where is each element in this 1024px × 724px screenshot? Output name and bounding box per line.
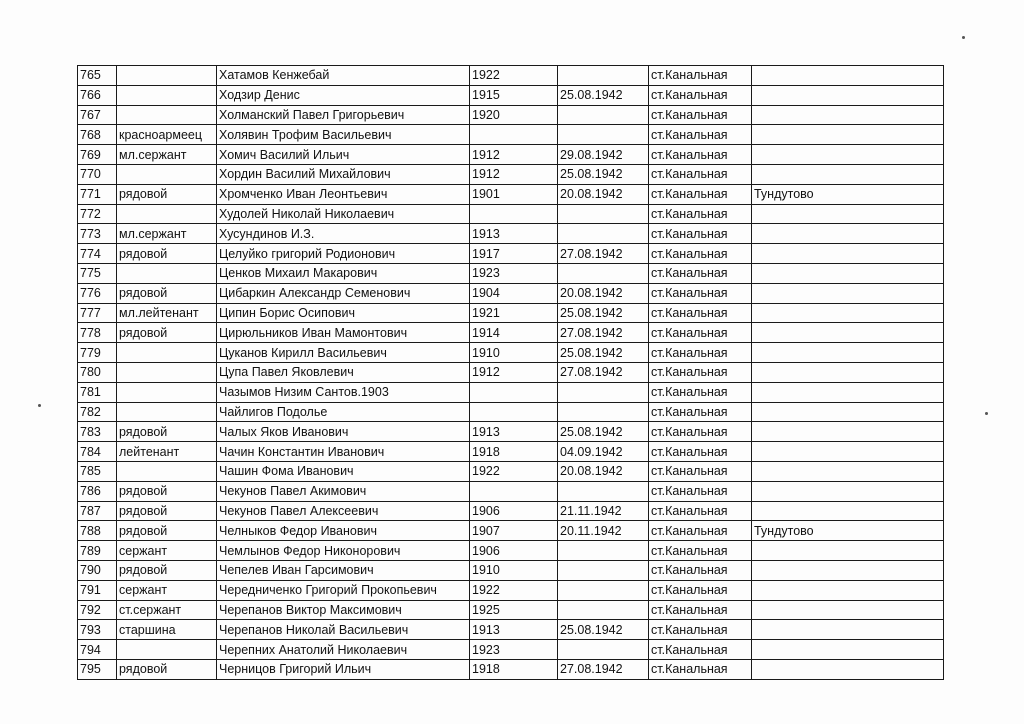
table-row [78,244,944,264]
record-number-cell: 767 [78,105,117,125]
rank-cell: рядовой [117,422,217,442]
scan-speck [985,412,988,415]
full-name-cell: Ципин Борис Осипович [217,303,470,323]
full-name-cell: Хомич Василий Ильич [217,145,470,165]
burial-place-cell: ст.Канальная [649,362,752,382]
death-date-cell: 29.08.1942 [558,145,649,165]
death-date-cell [558,600,649,620]
birth-year-cell: 1921 [470,303,558,323]
table-row [78,501,944,521]
table-row [78,303,944,323]
rank-cell: красноармеец [117,125,217,145]
record-number-cell: 786 [78,481,117,501]
table-row [78,521,944,541]
birth-year-cell: 1923 [470,263,558,283]
record-number-cell: 772 [78,204,117,224]
birth-year-cell: 1925 [470,600,558,620]
birth-year-cell: 1923 [470,640,558,660]
note-cell [752,461,944,481]
rank-cell [117,402,217,422]
full-name-cell: Черницов Григорий Ильич [217,659,470,679]
burial-place-cell: ст.Канальная [649,244,752,264]
rank-cell: сержант [117,580,217,600]
record-number-cell: 778 [78,323,117,343]
death-date-cell: 27.08.1942 [558,323,649,343]
death-date-cell [558,204,649,224]
burial-place-cell: ст.Канальная [649,263,752,283]
birth-year-cell: 1912 [470,145,558,165]
full-name-cell: Холявин Трофим Васильевич [217,125,470,145]
burial-place-cell: ст.Канальная [649,224,752,244]
table-row [78,283,944,303]
table-row [78,362,944,382]
record-number-cell: 771 [78,184,117,204]
note-cell [752,263,944,283]
full-name-cell: Цупа Павел Яковлевич [217,362,470,382]
table-row [78,145,944,165]
table-row [78,105,944,125]
burial-place-cell: ст.Канальная [649,204,752,224]
record-number-cell: 792 [78,600,117,620]
record-number-cell: 780 [78,362,117,382]
record-number-cell: 789 [78,541,117,561]
full-name-cell: Ходзир Денис [217,85,470,105]
birth-year-cell: 1906 [470,501,558,521]
birth-year-cell: 1913 [470,224,558,244]
note-cell [752,343,944,363]
burial-place-cell: ст.Канальная [649,442,752,462]
table-row [78,125,944,145]
rank-cell [117,85,217,105]
table-row [78,600,944,620]
record-number-cell: 794 [78,640,117,660]
rank-cell: старшина [117,620,217,640]
burial-place-cell: ст.Канальная [649,640,752,660]
note-cell [752,541,944,561]
burial-place-cell: ст.Канальная [649,343,752,363]
death-date-cell: 20.08.1942 [558,461,649,481]
rank-cell: мл.сержант [117,145,217,165]
record-number-cell: 774 [78,244,117,264]
record-number-cell: 783 [78,422,117,442]
record-number-cell: 769 [78,145,117,165]
table-row [78,263,944,283]
note-cell [752,66,944,86]
burial-place-cell: ст.Канальная [649,66,752,86]
note-cell [752,382,944,402]
record-number-cell: 773 [78,224,117,244]
burial-place-cell: ст.Канальная [649,164,752,184]
record-number-cell: 782 [78,402,117,422]
death-date-cell [558,224,649,244]
death-date-cell: 25.08.1942 [558,303,649,323]
death-date-cell [558,66,649,86]
table-row [78,640,944,660]
burial-place-cell: ст.Канальная [649,422,752,442]
record-number-cell: 770 [78,164,117,184]
rank-cell [117,164,217,184]
note-cell [752,283,944,303]
birth-year-cell: 1918 [470,659,558,679]
table-row [78,343,944,363]
note-cell [752,105,944,125]
burial-place-cell: ст.Канальная [649,501,752,521]
full-name-cell: Чекунов Павел Алексеевич [217,501,470,521]
birth-year-cell: 1912 [470,164,558,184]
record-number-cell: 781 [78,382,117,402]
record-number-cell: 784 [78,442,117,462]
full-name-cell: Чемлынов Федор Никонорович [217,541,470,561]
full-name-cell: Хромченко Иван Леонтьевич [217,184,470,204]
full-name-cell: Чепелев Иван Гарсимович [217,560,470,580]
death-date-cell [558,402,649,422]
table-row [78,481,944,501]
burial-place-cell: ст.Канальная [649,620,752,640]
full-name-cell: Цибаркин Александр Семенович [217,283,470,303]
death-date-cell: 21.11.1942 [558,501,649,521]
rank-cell [117,105,217,125]
table-row [78,461,944,481]
death-date-cell [558,263,649,283]
full-name-cell: Челныков Федор Иванович [217,521,470,541]
full-name-cell: Хусундинов И.З. [217,224,470,244]
full-name-cell: Чазымов Низим Сантов.1903 [217,382,470,402]
rank-cell: сержант [117,541,217,561]
death-date-cell [558,640,649,660]
record-number-cell: 765 [78,66,117,86]
note-cell [752,303,944,323]
record-number-cell: 793 [78,620,117,640]
birth-year-cell [470,125,558,145]
birth-year-cell: 1910 [470,343,558,363]
death-date-cell: 04.09.1942 [558,442,649,462]
death-date-cell: 27.08.1942 [558,659,649,679]
birth-year-cell: 1915 [470,85,558,105]
table-row [78,204,944,224]
note-cell [752,362,944,382]
note-cell [752,659,944,679]
birth-year-cell [470,382,558,402]
full-name-cell: Черепних Анатолий Николаевич [217,640,470,660]
death-date-cell: 27.08.1942 [558,362,649,382]
note-cell [752,501,944,521]
record-number-cell: 795 [78,659,117,679]
burial-place-cell: ст.Канальная [649,184,752,204]
note-cell [752,442,944,462]
table-row [78,164,944,184]
note-cell [752,422,944,442]
burial-place-cell: ст.Канальная [649,659,752,679]
full-name-cell: Цирюльников Иван Мамонтович [217,323,470,343]
birth-year-cell: 1913 [470,422,558,442]
rank-cell [117,66,217,86]
note-cell [752,481,944,501]
rank-cell: рядовой [117,560,217,580]
note-cell [752,402,944,422]
table-row [78,442,944,462]
record-number-cell: 791 [78,580,117,600]
death-date-cell: 25.08.1942 [558,422,649,442]
table-row [78,560,944,580]
note-cell [752,145,944,165]
rank-cell: ст.сержант [117,600,217,620]
burial-place-cell: ст.Канальная [649,541,752,561]
death-date-cell [558,105,649,125]
death-date-cell: 20.11.1942 [558,521,649,541]
death-date-cell: 20.08.1942 [558,184,649,204]
full-name-cell: Чайлигов Подолье [217,402,470,422]
rank-cell: рядовой [117,501,217,521]
birth-year-cell: 1922 [470,461,558,481]
death-date-cell: 25.08.1942 [558,343,649,363]
birth-year-cell: 1914 [470,323,558,343]
note-cell [752,323,944,343]
table-row [78,541,944,561]
table-row [78,620,944,640]
full-name-cell: Цуканов Кирилл Васильевич [217,343,470,363]
rank-cell: рядовой [117,521,217,541]
note-cell [752,620,944,640]
rank-cell [117,362,217,382]
table-row [78,382,944,402]
record-number-cell: 766 [78,85,117,105]
birth-year-cell [470,402,558,422]
rank-cell [117,263,217,283]
record-number-cell: 776 [78,283,117,303]
record-number-cell: 775 [78,263,117,283]
birth-year-cell: 1901 [470,184,558,204]
rank-cell: рядовой [117,184,217,204]
table-row [78,402,944,422]
table-row [78,659,944,679]
death-date-cell: 25.08.1942 [558,620,649,640]
note-cell [752,560,944,580]
note-cell [752,244,944,264]
record-number-cell: 790 [78,560,117,580]
record-number-cell: 768 [78,125,117,145]
rank-cell: рядовой [117,323,217,343]
note-cell [752,600,944,620]
burial-place-cell: ст.Канальная [649,303,752,323]
burial-place-cell: ст.Канальная [649,105,752,125]
rank-cell [117,640,217,660]
burial-place-cell: ст.Канальная [649,600,752,620]
table-row [78,85,944,105]
full-name-cell: Чачин Константин Иванович [217,442,470,462]
death-date-cell: 20.08.1942 [558,283,649,303]
rank-cell: рядовой [117,283,217,303]
table-row [78,184,944,204]
rank-cell: мл.лейтенант [117,303,217,323]
death-date-cell [558,481,649,501]
birth-year-cell: 1922 [470,66,558,86]
burial-place-cell: ст.Канальная [649,481,752,501]
burial-place-cell: ст.Канальная [649,521,752,541]
note-cell: Тундутово [752,521,944,541]
burial-place-cell: ст.Канальная [649,461,752,481]
birth-year-cell: 1907 [470,521,558,541]
birth-year-cell: 1912 [470,362,558,382]
record-number-cell: 788 [78,521,117,541]
record-number-cell: 787 [78,501,117,521]
death-date-cell [558,560,649,580]
record-number-cell: 779 [78,343,117,363]
full-name-cell: Черепанов Николай Васильевич [217,620,470,640]
birth-year-cell: 1918 [470,442,558,462]
birth-year-cell: 1920 [470,105,558,125]
full-name-cell: Ценков Михаил Макарович [217,263,470,283]
burial-place-cell: ст.Канальная [649,402,752,422]
death-date-cell: 27.08.1942 [558,244,649,264]
rank-cell [117,382,217,402]
table-row [78,323,944,343]
full-name-cell: Чередниченко Григорий Прокопьевич [217,580,470,600]
full-name-cell: Целуйко григорий Родионович [217,244,470,264]
birth-year-cell: 1913 [470,620,558,640]
death-date-cell [558,541,649,561]
note-cell [752,204,944,224]
note-cell [752,164,944,184]
burial-place-cell: ст.Канальная [649,283,752,303]
scan-speck [962,36,965,39]
record-number-cell: 777 [78,303,117,323]
record-number-cell: 785 [78,461,117,481]
table-row [78,66,944,86]
rank-cell: рядовой [117,244,217,264]
death-date-cell: 25.08.1942 [558,85,649,105]
burial-place-cell: ст.Канальная [649,145,752,165]
full-name-cell: Черепанов Виктор Максимович [217,600,470,620]
note-cell [752,224,944,244]
birth-year-cell: 1910 [470,560,558,580]
rank-cell: мл.сержант [117,224,217,244]
burial-place-cell: ст.Канальная [649,580,752,600]
birth-year-cell: 1922 [470,580,558,600]
burial-place-cell: ст.Канальная [649,85,752,105]
birth-year-cell: 1917 [470,244,558,264]
scan-speck [38,404,41,407]
note-cell [752,85,944,105]
birth-year-cell [470,204,558,224]
rank-cell: лейтенант [117,442,217,462]
burial-place-cell: ст.Канальная [649,323,752,343]
table-row [78,580,944,600]
birth-year-cell [470,481,558,501]
birth-year-cell: 1906 [470,541,558,561]
table-row [78,422,944,442]
note-cell [752,125,944,145]
death-date-cell [558,382,649,402]
full-name-cell: Чекунов Павел Акимович [217,481,470,501]
rank-cell: рядовой [117,481,217,501]
rank-cell [117,204,217,224]
note-cell: Тундутово [752,184,944,204]
burial-records-table [77,65,944,680]
full-name-cell: Чашин Фома Иванович [217,461,470,481]
burial-place-cell: ст.Канальная [649,560,752,580]
note-cell [752,640,944,660]
death-date-cell [558,125,649,145]
full-name-cell: Чалых Яков Иванович [217,422,470,442]
full-name-cell: Худолей Николай Николаевич [217,204,470,224]
rank-cell [117,343,217,363]
full-name-cell: Хордин Василий Михайлович [217,164,470,184]
burial-place-cell: ст.Канальная [649,125,752,145]
burial-place-cell: ст.Канальная [649,382,752,402]
table-row [78,224,944,244]
death-date-cell: 25.08.1942 [558,164,649,184]
full-name-cell: Холманский Павел Григорьевич [217,105,470,125]
rank-cell [117,461,217,481]
note-cell [752,580,944,600]
records-body [78,66,944,680]
rank-cell: рядовой [117,659,217,679]
death-date-cell [558,580,649,600]
full-name-cell: Хатамов Кенжебай [217,66,470,86]
birth-year-cell: 1904 [470,283,558,303]
